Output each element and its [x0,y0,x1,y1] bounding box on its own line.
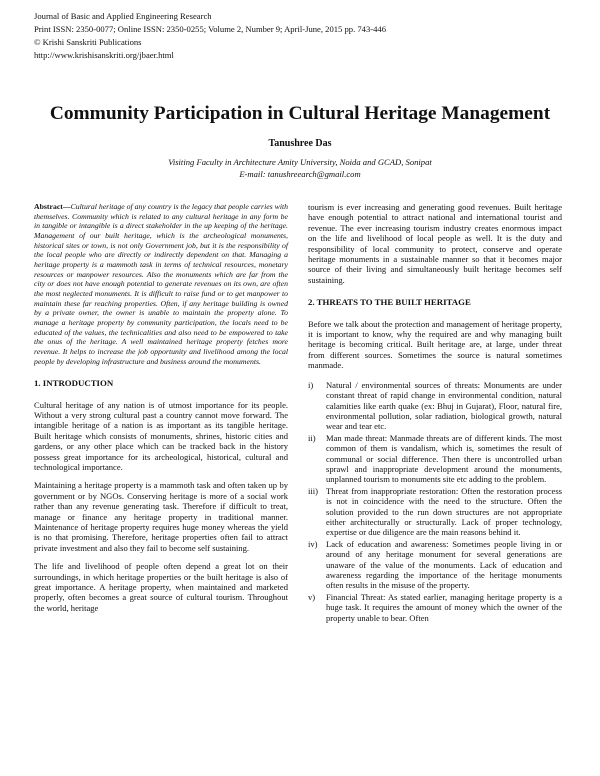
right-column [308,202,562,624]
intro-paragraph-1: Cultural heritage of any nation is of utmost importance for its people. Without a very strong cultural past a country cannot move forward. The intangible heritage of a nation is as important as its tangible heritage. Built heritage which consists of monuments, shrines, historic cities and gardens, or any other place which can be tracked back in the history possess great importance for its archeological, historical, cultural and technological importance. [34,399,288,472]
list-item-number: ii) [308,432,316,443]
journal-publisher: © Krishi Sanskriti Publications [34,37,142,47]
abstract [34,202,288,366]
journal-header [34,10,386,62]
intro-paragraph-2: Maintaining a heritage property is a mammoth task and often taken up by government or by NGOs. Conserving heritage is more of a social work rather than any revenue generating task. Therefore if difficult to treat, manage or finance any heritage property in traditional manner. Maintenance of heritage property requires huge money whereas the yield is no that promising. Therefore, heritage properties often fail to attract private investment and also they fail to become self sustaining. [34,480,288,553]
list-item-number: iii) [308,485,318,496]
journal-issn: Print ISSN: 2350-0077; Online ISSN: 2350-0255; Volume 2, Number 9; April-June, 2015 pp. 743-446 [34,24,387,34]
list-item-text: Lack of education and awareness: Sometimes people living in or around of any heritage monument for several generations are unaware of the value of the monuments. Lack of education and awareness regarding the importance of the heritage monuments often results in the misuse of the property. [326,538,562,591]
journal-name: Journal of Basic and Applied Engineering Research [34,11,212,21]
section-2-heading: 2. THREATS TO THE BUILT HERITAGE [308,297,471,308]
author-email: E-mail: tanushreearch@gmail.com [239,169,361,179]
list-item-text: Man made threat: Manmade threats are of different kinds. The most common of them is vandalism, which is, sometimes the result of communal or social difference. Then there is uncontrolled urban sprawl and inappropriate development around the monuments, unplanned tourism to monuments site etc adding to the problem. [326,432,562,485]
list-item-number: i) [308,379,314,390]
list-item-text: Financial Threat: As stated earlier, managing heritage property is a huge task. It requires the amount of money which the owner of the property unable to bear. Often [326,591,562,623]
author-affiliation: Visiting Faculty in Architecture Amity University, Noida and GCAD, Sonipat [168,157,432,167]
list-item-text: Natural / environmental sources of threats: Monuments are under constant threat of rapid change in environmental condition, natural calamities like earth quake (ex: Bhuj in Gujarat), Floor, natural fire, environmental pollution, solar radiation, biological growth, natural wear and tear etc. [326,379,562,432]
list-item-number: v) [308,591,316,602]
intro-continued-paragraph: tourism is ever increasing and generating good revenues. Built heritage have enough potential to attract national and international tourist and revenue. The ever increasing tourism industry creates enormous impact on the life and livelihood of local people as well. It is the duty and responsibility of local community to protect, conserve and operate heritage monuments in a sustainable manner so that it becomes major source of their living and simultaneously built heritage becomes self sustaining. [308,202,562,285]
list-item-number: iv) [308,538,318,549]
abstract-text: Cultural heritage of any country is the legacy that people carries with themselves. Community which is related to any cultural heritage in any form be in tangible or intangible is a direct stakeholder in the up keeping of the heritage. Management of our built heritage, which is the archeological monuments, historical sites or town, is not only Government job, but it is the responsibility of the local people who are directly or indirectly dependent on that. Managing a heritage property is a mammoth task in terms of technical resources, monetary resources or manpower resources. Also the monuments which are far from the city or does not have enough potential to generate revenues on its own, are often the most neglected monuments. It is difficult to raise fund or to get manpower to maintain these far reaching properties. Often, if any heritage building is owned by a private owner, the owner is unable to maintain the property alone. To manage a heritage property by community participation, the locals need to be educated of the values, the technicalities and also need to be empowered to take the onus of the heritage. A well maintained heritage property fetches more revenue. It helps to increase the job opportunity and livelihood among the local people by developing infrastructure and business around the monuments. [34,202,288,366]
list-item [308,433,562,485]
list-item-text: Threat from inappropriate restoration: Often the restoration process is not in coincidence with the need to the structure. Often the solution provided to the run down structures are not appropriate either architecturally or structurally. Lack of proper technology, expertise or due diligence are the main reasons behind it. [326,485,562,538]
threats-list [308,380,562,623]
paper-title: Community Participation in Cultural Heritage Management [49,103,551,124]
left-column [34,202,288,621]
journal-url[interactable]: http://www.krishisanskriti.org/jbaer.html [34,50,174,60]
threats-intro-paragraph: Before we talk about the protection and management of heritage property, it is important to know, why the required are and why managing built heritage is becoming critical. Built heritage are, at large, under threat from different sources. Sometimes the source is natural sometimes manmade. [308,318,562,371]
list-item [308,592,562,623]
abstract-label: Abstract— [34,202,71,211]
list-item [308,380,562,432]
author-affiliation-block [0,156,600,180]
list-item [308,486,562,538]
section-1-heading: 1. INTRODUCTION [34,378,114,389]
author-name: Tanushree Das [268,138,332,149]
intro-paragraph-3: The life and livelihood of people often depend a great lot on their surroundings, in which heritage properties or the built heritage is also of great importance. A heritage property, when maintained and marketed properly, often becomes a great source of cultural tourism. Throughout the world, heritage [34,561,288,613]
list-item [308,539,562,591]
